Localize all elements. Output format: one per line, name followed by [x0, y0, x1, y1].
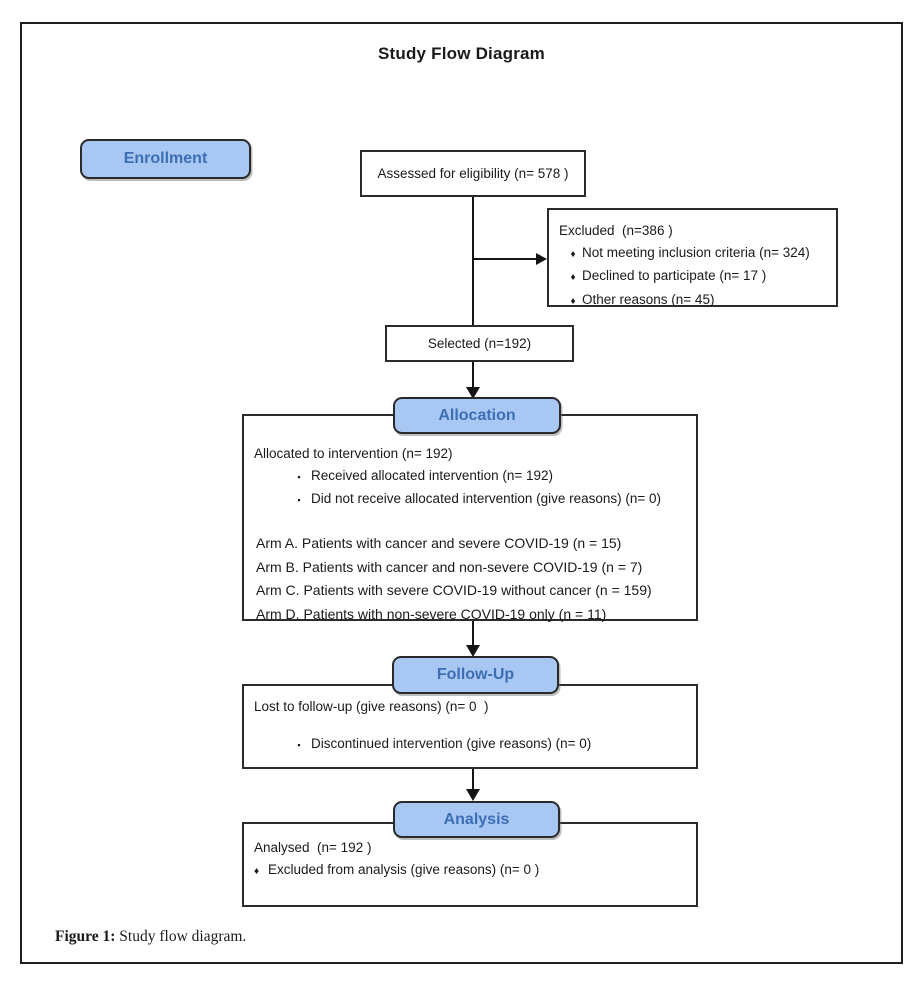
list-item — [254, 532, 686, 556]
enrollment-stage-banner: Enrollment — [80, 139, 251, 179]
list-item — [254, 488, 686, 511]
figure-caption — [55, 928, 246, 946]
analysis-title: Analysed (n= 192 ) — [254, 840, 372, 855]
square-bullet-icon: ▪ — [297, 495, 301, 505]
list-item-text: Arm A. Patients with cancer and severe COVID-19 (n = 15) — [256, 535, 622, 551]
list-item — [254, 603, 686, 627]
connector-assessed-selected — [472, 197, 474, 325]
list-item-text: Received allocated intervention (n= 192) — [311, 468, 554, 483]
allocation-box — [242, 414, 698, 621]
excluded-box — [547, 208, 838, 307]
followup-box — [242, 684, 698, 769]
list-item-text: Arm C. Patients with severe COVID-19 without cancer (n = 159) — [256, 582, 652, 598]
allocation-arms-list — [254, 532, 686, 626]
connector-followup-analysis — [472, 769, 474, 791]
figure-caption-label: Figure 1: — [55, 928, 116, 945]
excluded-list — [559, 242, 828, 313]
allocation-title: Allocated to intervention (n= 192) — [254, 446, 453, 461]
list-item — [254, 733, 686, 756]
diamond-bullet-icon: ♦ — [570, 295, 576, 307]
assessed-text: Assessed for eligibility (n= 578 ) — [377, 166, 569, 181]
connector-selected-allocation — [472, 362, 474, 388]
list-item — [254, 579, 686, 603]
square-bullet-icon: ▪ — [297, 740, 301, 750]
analysis-stage-banner: Analysis — [393, 801, 560, 838]
selected-box — [385, 325, 574, 362]
list-item — [559, 265, 828, 289]
list-item — [254, 859, 686, 883]
diamond-bullet-icon: ♦ — [570, 272, 576, 283]
arrowhead-analysis-icon — [466, 789, 480, 801]
diagram-title: Study Flow Diagram — [377, 44, 545, 63]
excluded-title: Excluded (n=386 ) — [559, 223, 673, 238]
list-item — [254, 556, 686, 580]
diamond-bullet-icon: ♦ — [254, 866, 260, 877]
list-item-text: Did not receive allocated intervention (give reasons) (n= 0) — [311, 491, 662, 506]
allocation-list — [254, 465, 686, 511]
selected-text: Selected (n=192) — [427, 336, 532, 351]
list-item — [559, 289, 828, 313]
list-item-text: Arm D. Patients with non-severe COVID-19 only (n = 11) — [256, 605, 607, 622]
list-item-text: Declined to participate (n= 17 ) — [582, 268, 767, 283]
followup-stage-banner: Follow-Up — [392, 656, 559, 694]
diamond-bullet-icon: ♦ — [570, 248, 576, 260]
analysis-list — [254, 859, 686, 883]
list-item-text: Not meeting inclusion criteria (n= 324) — [582, 244, 810, 260]
list-item-text: Excluded from analysis (give reasons) (n= 0 ) — [268, 862, 540, 877]
list-item — [254, 465, 686, 488]
list-item-text: Discontinued intervention (give reasons) (n= 0) — [311, 736, 592, 751]
figure-caption-text: Study flow diagram. — [115, 928, 247, 945]
list-item — [559, 242, 828, 266]
square-bullet-icon: ▪ — [297, 472, 301, 482]
followup-list — [254, 733, 686, 756]
allocation-stage-banner: Allocation — [393, 397, 561, 434]
connector-excluded-branch — [473, 258, 537, 260]
assessed-box — [360, 150, 586, 197]
list-item-text: Arm B. Patients with cancer and non-severe COVID-19 (n = 7) — [256, 558, 643, 575]
list-item-text: Other reasons (n= 45) — [582, 291, 715, 307]
arrowhead-excluded-icon — [536, 253, 547, 265]
followup-title: Lost to follow-up (give reasons) (n= 0 ) — [254, 699, 489, 714]
